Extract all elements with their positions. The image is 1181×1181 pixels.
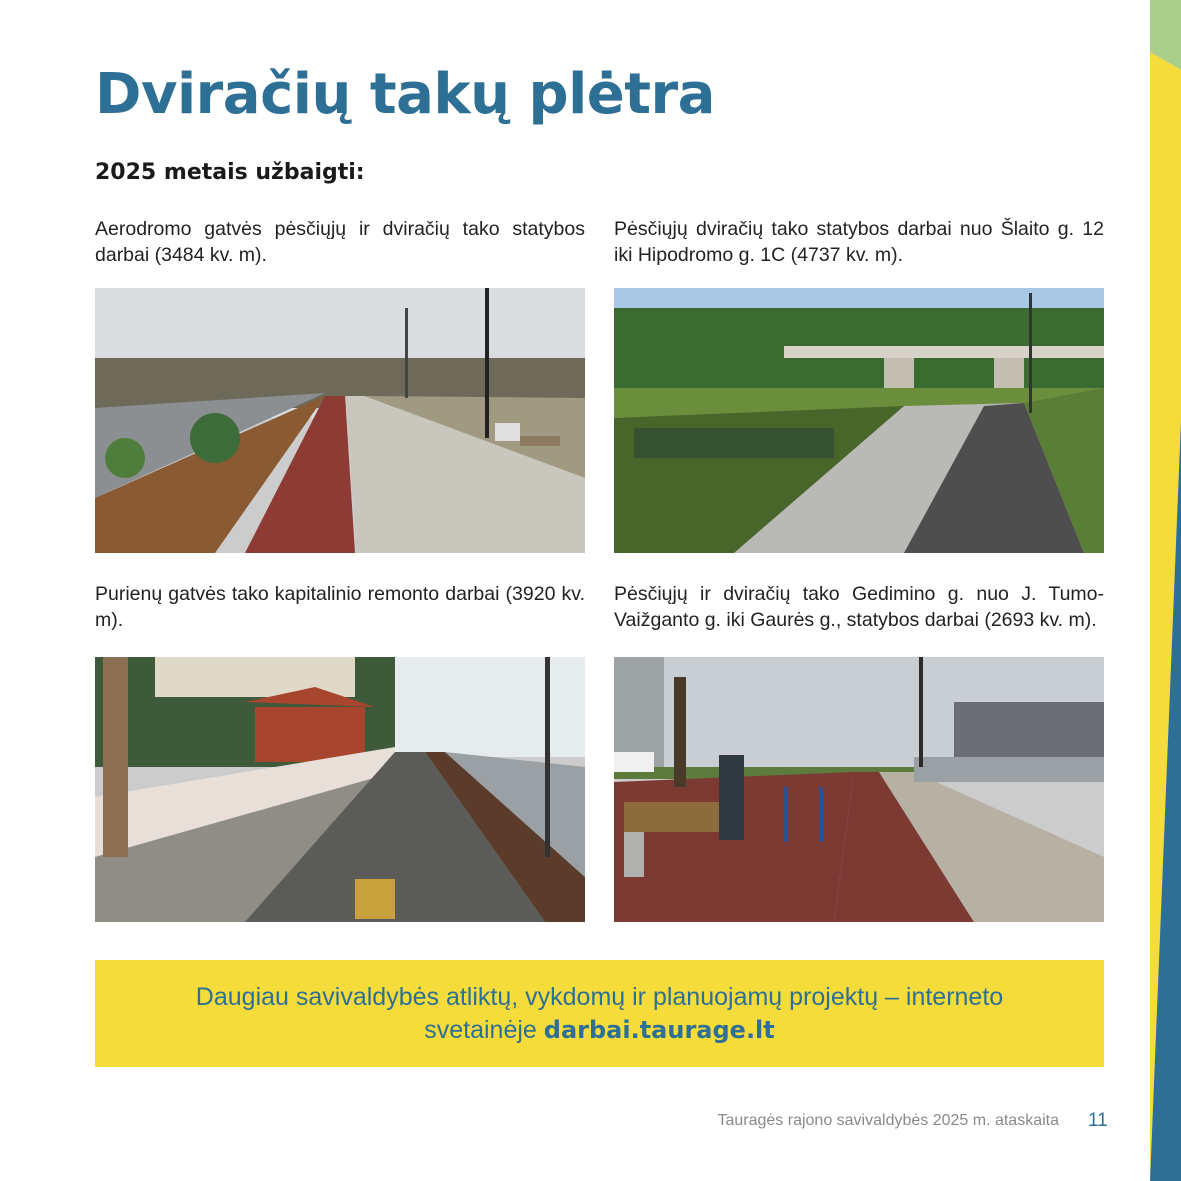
bike-path-bridge-photo	[614, 288, 1104, 553]
more-projects-banner	[95, 960, 1104, 1067]
banner-link[interactable]: darbai.taurage.lt	[543, 1015, 775, 1044]
page-number: 11	[1088, 1110, 1108, 1131]
project-caption-aerodromo: Aerodromo gatvės pėsčiųjų ir dviračių tako statybos darbai (3484 kv. m).	[95, 218, 585, 266]
banner-line-2	[424, 1014, 775, 1047]
page-title: Dviračių takų plėtra	[95, 62, 715, 127]
banner-line-2-prefix: svetainėje	[424, 1015, 537, 1044]
project-caption-gedimino: Pėsčiųjų ir dviračių tako Gedimino g. nuo J. Tumo-Vaižganto g. iki Gaurės g., statybos darbai (2693 kv. m).	[614, 583, 1104, 631]
footer-report-title: Tauragės rajono savivaldybės 2025 m. ataskaita	[717, 1112, 1059, 1129]
banner-line-1: Daugiau savivaldybės atliktų, vykdomų ir planuojamų projektų – interneto	[195, 982, 1004, 1011]
edge-decoration	[1150, 0, 1181, 1181]
bike-path-aerodromo-photo	[95, 288, 585, 553]
section-subtitle: 2025 metais užbaigti:	[95, 160, 365, 185]
bike-path-puriena-photo	[95, 657, 585, 922]
bike-path-gedimino-photo	[614, 657, 1104, 922]
project-caption-slaito: Pėsčiųjų dviračių tako statybos darbai nuo Šlaito g. 12 iki Hipodromo g. 1C (4737 kv. m).	[614, 218, 1104, 266]
project-caption-puriena: Purienų gatvės tako kapitalinio remonto darbai (3920 kv. m).	[95, 583, 585, 631]
